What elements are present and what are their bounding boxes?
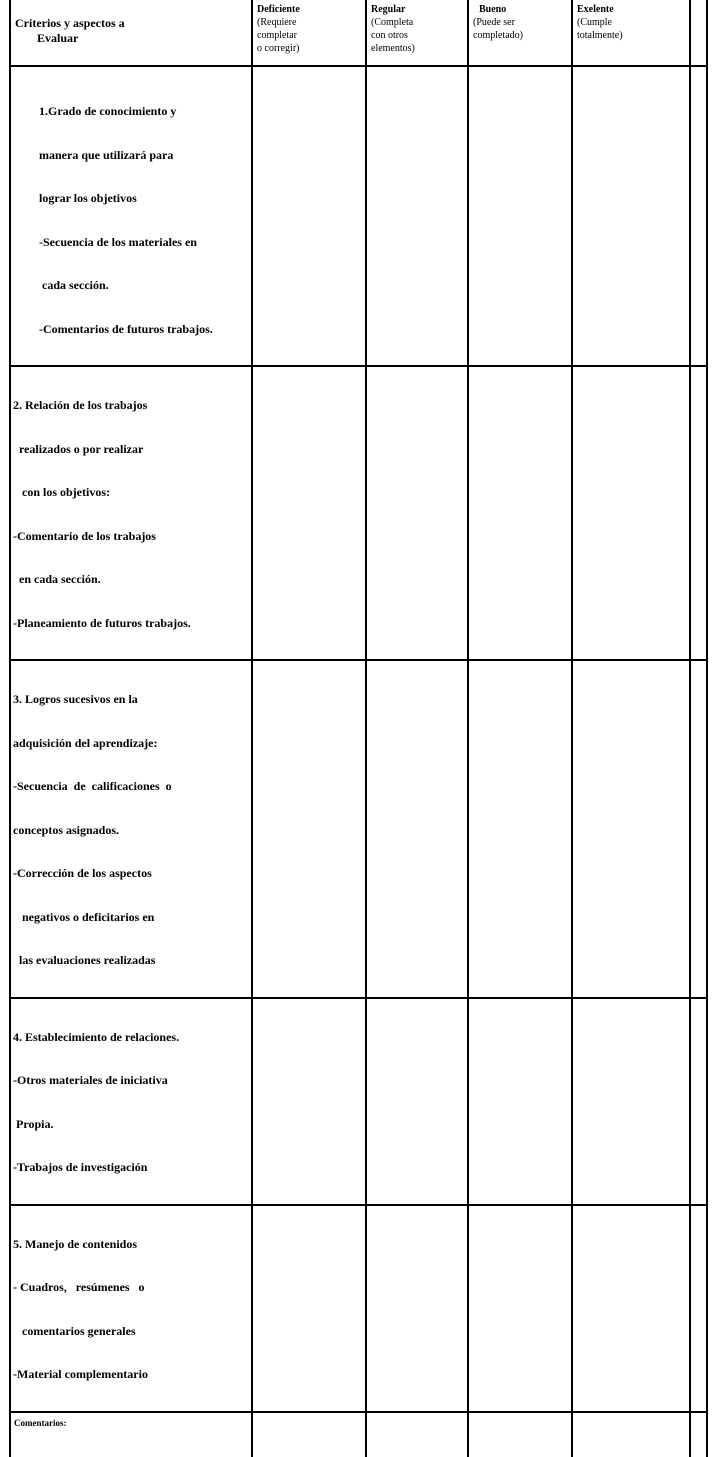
narrow-column-cell: [690, 1412, 707, 1457]
narrow-column-cell: [690, 0, 707, 66]
comments-label-cell: [10, 1412, 252, 1457]
comments-cell[interactable]: [468, 1412, 572, 1457]
comments-cell[interactable]: [572, 1412, 690, 1457]
narrow-column-cell: [690, 660, 707, 998]
level-deficiente-header: Deficiente (Requiere completar o corregir): [252, 0, 366, 66]
narrow-column-cell: [690, 998, 707, 1205]
criterion-row: [10, 366, 707, 660]
score-cell-excelente[interactable]: [572, 998, 690, 1205]
header-row: [10, 0, 707, 66]
score-cell-regular[interactable]: [366, 366, 468, 660]
score-cell-deficiente[interactable]: [252, 660, 366, 998]
score-cell-regular[interactable]: [366, 998, 468, 1205]
score-cell-regular[interactable]: [366, 660, 468, 998]
criterion-text: 4. Establecimiento de relaciones. -Otros materiales de iniciativa Propia. -Trabajos de investigación: [13, 1029, 180, 1174]
score-cell-bueno[interactable]: [468, 998, 572, 1205]
level-name: Regular: [371, 4, 406, 15]
score-cell-excelente[interactable]: [572, 660, 690, 998]
narrow-column-cell: [690, 66, 707, 366]
criterion-row: [10, 1205, 707, 1412]
criterion-cell: [10, 66, 252, 366]
criterion-row: [10, 66, 707, 366]
criterion-cell: [10, 660, 252, 998]
criteria-header-cell: [10, 0, 252, 66]
score-cell-bueno[interactable]: [468, 66, 572, 366]
criteria-header: Criterios y aspectos a Evaluar: [15, 16, 125, 45]
criterion-cell: [10, 366, 252, 660]
level-name: Deficiente: [257, 4, 300, 15]
score-cell-deficiente[interactable]: [252, 66, 366, 366]
score-cell-regular[interactable]: [366, 66, 468, 366]
score-cell-excelente[interactable]: [572, 366, 690, 660]
narrow-column-cell: [690, 366, 707, 660]
criterion-text: 1.Grado de conocimiento y manera que utilizará para lograr los objetivos -Secuencia de los materiales en cada sección. -Comentarios de futuros trabajos.: [39, 104, 213, 336]
level-excelente-header: Exelente (Cumple totalmente): [572, 0, 690, 66]
score-cell-regular[interactable]: [366, 1205, 468, 1412]
criterion-text: 2. Relación de los trabajos realizados o por realizar con los objetivos: -Comentario de los trabajos en cada sección. -Planeamiento de futuros trabajos.: [13, 398, 191, 630]
score-cell-bueno[interactable]: [468, 366, 572, 660]
score-cell-excelente[interactable]: [572, 66, 690, 366]
score-cell-excelente[interactable]: [572, 1205, 690, 1412]
criterion-row: [10, 660, 707, 998]
score-cell-bueno[interactable]: [468, 1205, 572, 1412]
comments-row: [10, 1412, 707, 1457]
evaluation-rubric-table: [9, 0, 708, 1457]
criterion-cell: [10, 1205, 252, 1412]
level-name: Exelente: [577, 4, 614, 15]
criterion-cell: [10, 998, 252, 1205]
level-regular-header: Regular (Completa con otros elementos): [366, 0, 468, 66]
narrow-column-cell: [690, 1205, 707, 1412]
comments-cell[interactable]: [366, 1412, 468, 1457]
comments-label: Comentarios:: [14, 1417, 67, 1428]
criterion-row: [10, 998, 707, 1205]
criterion-text: 5. Manejo de contenidos - Cuadros, resúmenes o comentarios generales -Material complementario: [13, 1236, 148, 1381]
score-cell-deficiente[interactable]: [252, 998, 366, 1205]
score-cell-deficiente[interactable]: [252, 366, 366, 660]
comments-cell[interactable]: [252, 1412, 366, 1457]
score-cell-bueno[interactable]: [468, 660, 572, 998]
level-name: Bueno: [479, 4, 507, 15]
criterion-text: 3. Logros sucesivos en la adquisición del aprendizaje: -Secuencia de calificaciones o conceptos asignados. -Corrección de los aspectos negativos o deficitarios en las evaluaciones realizadas: [13, 692, 172, 967]
score-cell-deficiente[interactable]: [252, 1205, 366, 1412]
level-bueno-header: Bueno (Puede ser completado): [468, 0, 572, 66]
